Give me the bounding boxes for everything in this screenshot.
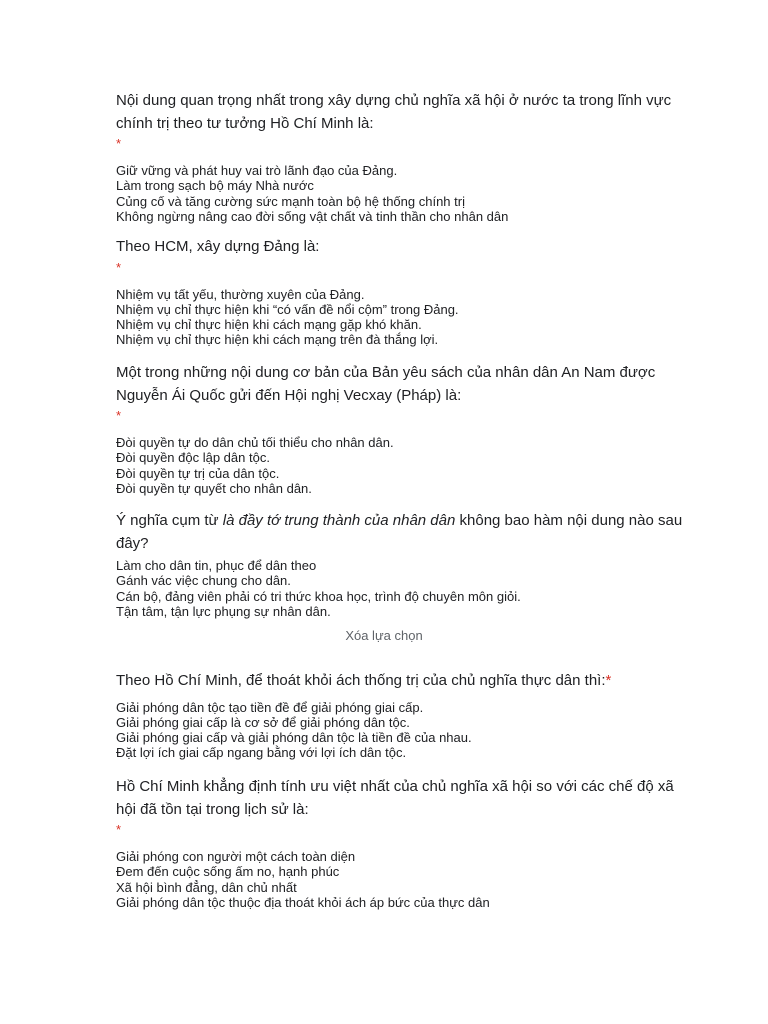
option[interactable]: Giải phóng giai cấp và giải phóng dân tộc là tiền đề của nhau. [116,730,472,746]
option[interactable]: Nhiệm vụ chỉ thực hiện khi “có vấn đề nổi cộm” trong Đảng. [116,301,459,317]
option[interactable]: Nhiệm vụ tất yếu, thường xuyên của Đảng. [116,286,365,302]
options-list [116,849,688,910]
option[interactable]: Giải phóng dân tộc tạo tiền đề để giải phóng giai cấp. [116,699,424,715]
question-text-part: không bao hàm nội dung nào sau đây? [116,512,683,552]
option[interactable]: Giữ vững và phát huy vai trò lãnh đạo của Đảng. [116,163,398,178]
option[interactable]: Đòi quyền độc lập dân tộc. [116,450,270,466]
question-4 [116,510,688,670]
option[interactable]: Giải phóng dân tộc thuộc địa thoát khỏi ách áp bức của thực dân [116,894,490,910]
option[interactable]: Gánh vác việc chung cho dân. [116,573,291,589]
question-6 [116,776,688,910]
required-mark: * [116,408,122,423]
question-text-italic: là đầy tớ trung thành của nhân dân [222,512,456,529]
question-text [116,510,688,555]
question-text-part: Ý nghĩa cụm từ [116,512,223,529]
options-list [116,700,688,761]
options-list [116,287,688,348]
question-2 [116,236,688,362]
question-text: Một trong những nội dung cơ bản của Bản yêu sách của nhân dân An Nam được Nguyễn Ái Quốc gửi đến Hội nghị Vecxay (Pháp) là: [116,364,656,404]
question-1 [116,90,688,236]
options-list [116,558,688,619]
option[interactable]: Không ngừng nâng cao đời sống vật chất và tinh thần cho nhân dân [116,208,509,224]
question-text-part: Theo Hồ Chí Minh, để thoát khỏi ách thống trị của chủ nghĩa thực dân thì: [116,672,606,689]
required-mark: * [116,822,122,837]
option[interactable]: Đem đến cuộc sống ấm no, hạnh phúc [116,864,340,880]
option[interactable]: Nhiệm vụ chỉ thực hiện khi cách mạng trên đà thắng lợi. [116,332,439,348]
option[interactable]: Đòi quyền tự trị của dân tộc. [116,465,280,481]
required-mark: * [116,136,122,151]
question-text: Hồ Chí Minh khẳng định tính ưu việt nhất của chủ nghĩa xã hội so với các chế độ xã hội đã tồn tại trong lịch sử là: [116,778,674,818]
option[interactable]: Nhiệm vụ chỉ thực hiện khi cách mạng gặp khó khăn. [116,317,422,333]
option[interactable]: Xã hội bình đẳng, dân chủ nhất [116,879,297,895]
option[interactable]: Giải phóng con người một cách toàn diện [116,849,356,864]
question-text: Theo HCM, xây dựng Đảng là: [116,238,320,255]
options-list [116,163,688,224]
clear-selection-button[interactable]: Xóa lựa chọn [345,628,423,644]
required-mark: * [116,259,122,275]
option[interactable]: Đặt lợi ích giai cấp ngang bằng với lợi ích dân tộc. [116,745,407,761]
required-mark: * [605,672,612,689]
option[interactable]: Tận tâm, tận lực phụng sự nhân dân. [116,603,331,619]
option[interactable]: Làm cho dân tin, phục để dân theo [116,558,317,573]
question-3 [116,362,688,510]
option[interactable]: Làm trong sạch bộ máy Nhà nước [116,178,314,194]
options-list [116,435,688,496]
option[interactable]: Củng cố và tăng cường sức mạnh toàn bộ hệ thống chính trị [116,193,465,209]
question-text: Nội dung quan trọng nhất trong xây dựng chủ nghĩa xã hội ở nước ta trong lĩnh vực chính trị theo tư tưởng Hồ Chí Minh là: [116,92,672,132]
option[interactable]: Giải phóng giai cấp là cơ sở để giải phóng dân tộc. [116,714,410,730]
option[interactable]: Đòi quyền tự quyết cho nhân dân. [116,480,312,496]
question-text [116,670,688,693]
question-5 [116,670,688,776]
option[interactable]: Cán bộ, đảng viên phải có tri thức khoa học, trình độ chuyên môn giỏi. [116,588,521,604]
option[interactable]: Đòi quyền tự do dân chủ tối thiểu cho nhân dân. [116,435,394,450]
